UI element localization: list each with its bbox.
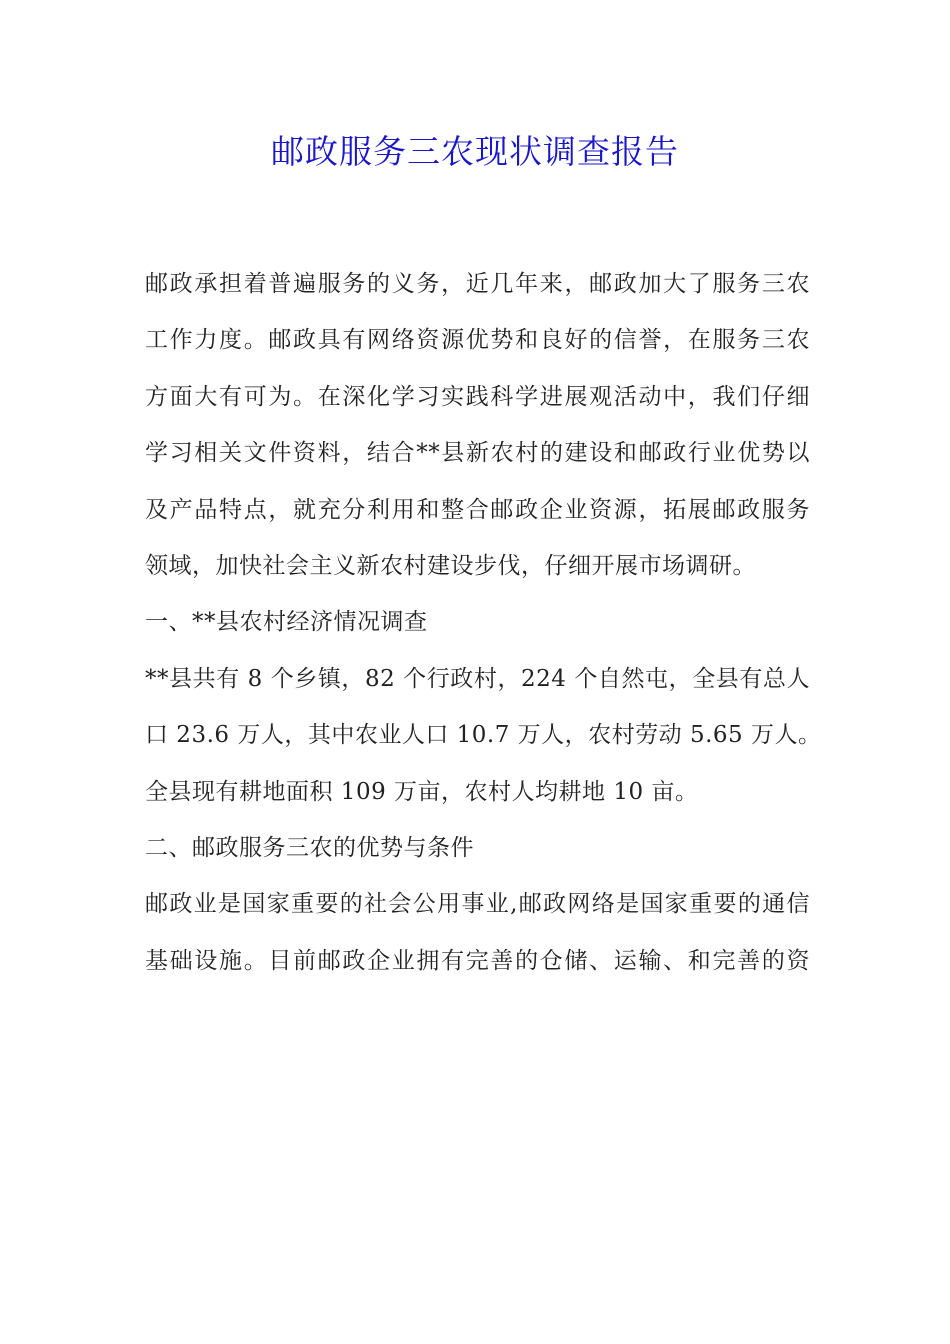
paragraph-line: 及产品特点，就充分利用和整合邮政企业资源，拓展邮政服务 bbox=[145, 496, 810, 523]
paragraph-line: **县共有 8 个乡镇，82 个行政村，224 个自然屯，全县有总人 bbox=[145, 665, 810, 692]
paragraph-line: 学习相关文件资料，结合**县新农村的建设和邮政行业优势以 bbox=[145, 440, 810, 467]
document-title: 邮政服务三农现状调查报告 bbox=[271, 132, 679, 171]
section-heading: 一、**县农村经济情况调查 bbox=[145, 609, 428, 636]
paragraph-line: 全县现有耕地面积 109 万亩，农村人均耕地 10 亩。 bbox=[145, 778, 699, 805]
paragraph-line: 邮政承担着普遍服务的义务，近几年来，邮政加大了服务三农 bbox=[145, 271, 810, 297]
paragraph-line: 工作力度。邮政具有网络资源优势和良好的信誉，在服务三农 bbox=[145, 327, 810, 354]
paragraph-line: 方面大有可为。在深化学习实践科学进展观活动中，我们仔细 bbox=[145, 383, 810, 410]
paragraph-line: 邮政业是国家重要的社会公用事业,邮政网络是国家重要的通信 bbox=[145, 891, 810, 918]
paragraph-line: 领域，加快社会主义新农村建设步伐，仔细开展市场调研。 bbox=[145, 552, 756, 579]
paragraph-line: 基础设施。目前邮政企业拥有完善的仓储、运输、和完善的资 bbox=[145, 947, 810, 974]
document-body bbox=[145, 262, 822, 995]
section-heading: 二、邮政服务三农的优势与条件 bbox=[145, 834, 474, 861]
paragraph-line: 口 23.6 万人，其中农业人口 10.7 万人，农村劳动 5.65 万人。 bbox=[145, 722, 822, 749]
